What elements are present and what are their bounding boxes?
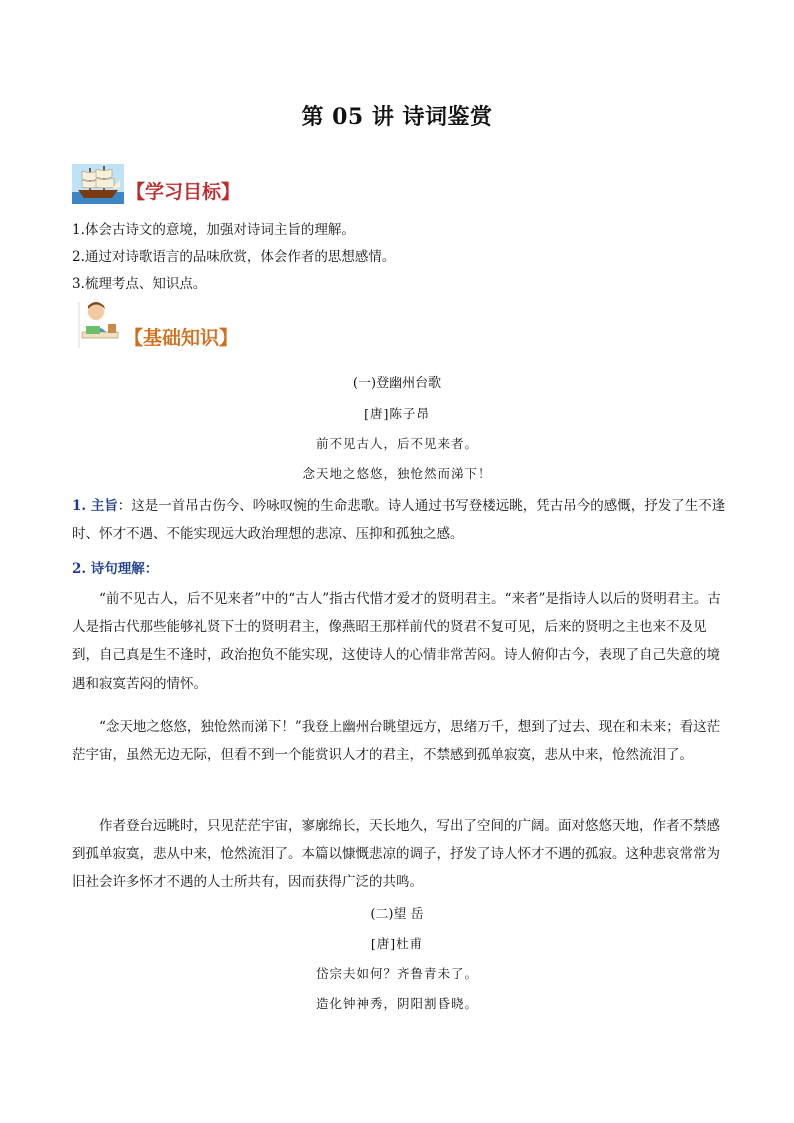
objective-item: 3.梳理考点、知识点。 <box>72 276 207 292</box>
objective-item: 2.通过对诗歌语言的品味欣赏，体会作者的思想感情。 <box>72 249 396 265</box>
poem2-line: 造化钟神秀，阴阳割昏晓。 <box>315 996 478 1011</box>
understanding-label: 2. 诗句理解： <box>72 561 159 577</box>
understanding-paragraph-1: “前不见古人，后不见来者”中的“古人”指古代惜才爱才的贤明君主。“来者”是指诗人以后的贤明君主。古人是指古代那些能够礼贤下士的贤明君主，像燕昭王那样前代的贤君不复可见，后来的贤明之主也来不及见到，自己真是生不逢时，政治抱负不能实现，这使诗人的心情非常苦闷。诗人俯仰古今，表现了自己失意的境遇和寂寞苦闷的情怀。 <box>72 591 721 692</box>
basics-header <box>78 300 238 350</box>
understanding-paragraph-2: “念天地之悠悠，独怆然而涕下！”我登上幽州台眺望远方，思绪万千，想到了过去、现在和未来；看这茫茫宇宙，虽然无边无际，但看不到一个能赏识人才的君主，不禁感到孤单寂寞，悲从中来，怆然流泪了。 <box>72 719 721 764</box>
understanding-label-line <box>72 555 726 583</box>
poem1-line: 前不见古人，后不见来者。 <box>315 436 478 451</box>
page-title: 第 05 讲 诗词鉴赏 <box>301 104 493 130</box>
student-reading-icon <box>78 300 122 350</box>
objectives-heading: 【学习目标】 <box>126 181 241 203</box>
poem2-title: (二)望 岳 <box>370 907 424 922</box>
objectives-header <box>72 164 240 204</box>
poem2-line: 岱宗夫如何？齐鲁青未了。 <box>315 966 478 981</box>
poem1-line: 念天地之悠悠，独怆然而涕下！ <box>302 466 492 481</box>
understanding-paragraph-3: 作者登台远眺时，只见茫茫宇宙，寥廓绵长，天长地久，写出了空间的广阔。面对悠悠天地，作者不禁感到孤单寂寞，悲从中来，怆然流泪了。本篇以慷慨悲凉的调子，抒发了诗人怀才不遇的孤寂。这种悲哀常常为旧社会许多怀才不遇的人士所共有，因而获得广泛的共鸣。 <box>72 818 720 891</box>
poem1-title: (一)登幽州台歌 <box>352 376 442 391</box>
poem2-author: [唐]杜甫 <box>370 936 424 951</box>
basics-heading: 【基础知识】 <box>124 327 239 349</box>
theme-text: ：这是一首吊古伤今、吟咏叹惋的生命悲歌。诗人通过书写登楼远眺，凭古吊今的感慨，抒发了生不逢时、怀才不遇、不能实现远大政治理想的悲凉、压抑和孤独之感。 <box>72 498 726 543</box>
theme-label: 1. 主旨 <box>72 498 118 514</box>
sailing-ship-icon <box>72 164 124 204</box>
theme-paragraph <box>72 492 726 548</box>
poem1-author: [唐]陈子昂 <box>364 406 430 421</box>
objective-item: 1.体会古诗文的意境，加强对诗词主旨的理解。 <box>72 222 355 238</box>
